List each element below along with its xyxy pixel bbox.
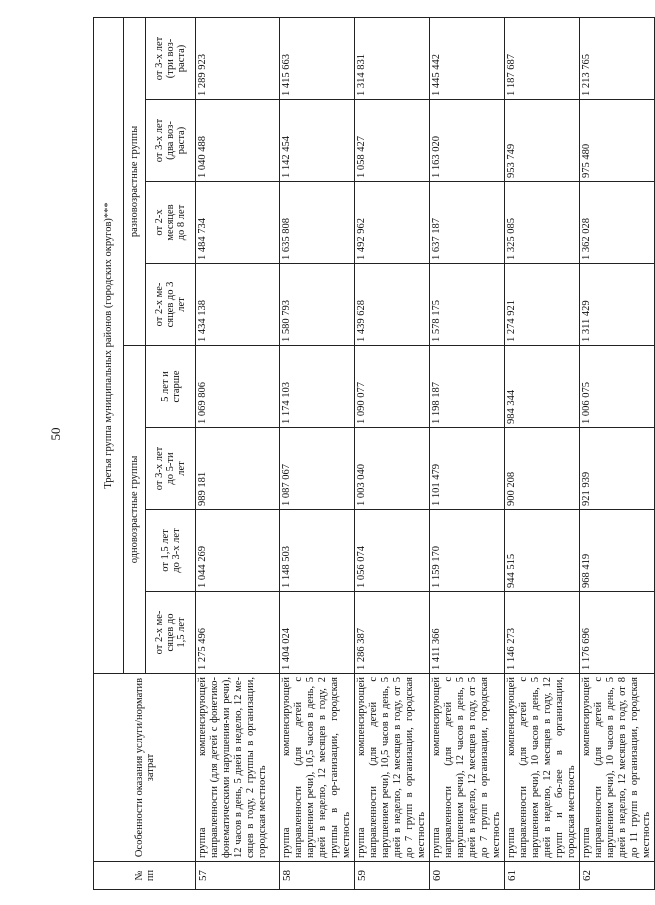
row-value-cell: 1 176 696 (580, 592, 655, 674)
row-value-cell: 1 213 765 (580, 17, 655, 99)
row-value-cell: 1 484 734 (196, 182, 280, 264)
row-number: 57 (196, 862, 280, 890)
row-value-cell: 1 275 496 (196, 592, 280, 674)
row-value-cell: 1 580 793 (280, 264, 355, 346)
row-value-cell: 1 142 454 (280, 100, 355, 182)
row-value-cell: 1 090 077 (355, 346, 430, 428)
row-value-cell: 975 480 (580, 100, 655, 182)
header-age-col-7: от 3-х лет (два воз- раста) (146, 100, 196, 182)
header-group-title: Третья группа муниципальных районов (городских округов)*** (94, 17, 124, 673)
row-value-cell: 1 040 488 (196, 100, 280, 182)
row-value-cell: 989 181 (196, 428, 280, 510)
row-value-cell: 1 174 103 (280, 346, 355, 428)
row-value-cell: 1 325 085 (505, 182, 580, 264)
table-row (505, 17, 580, 889)
header-number: № пп (94, 862, 196, 890)
row-value-cell: 944 515 (505, 510, 580, 592)
row-value-cell: 1 289 923 (196, 17, 280, 99)
row-value-cell: 1 404 024 (280, 592, 355, 674)
row-number: 58 (280, 862, 355, 890)
header-age-col-1: от 2-х ме- сяцев до 1,5 лет (146, 592, 196, 674)
row-value-cell: 1 635 808 (280, 182, 355, 264)
row-number: 60 (430, 862, 505, 890)
header-description: Особенности оказания услуги/норматив затрат (94, 674, 196, 862)
rotated-table-sheet (93, 18, 652, 890)
row-value-cell: 1 146 273 (505, 592, 580, 674)
row-value-cell: 1 056 074 (355, 510, 430, 592)
row-value-cell: 1 439 628 (355, 264, 430, 346)
row-value-cell: 1 274 921 (505, 264, 580, 346)
row-value-cell: 1 415 663 (280, 17, 355, 99)
row-value-cell: 1 492 962 (355, 182, 430, 264)
row-value-cell: 1 058 427 (355, 100, 430, 182)
row-value-cell: 1 445 442 (430, 17, 505, 99)
row-description: группа компенсирующей направленности (для детей с нарушением речи), 12 часов в день, 5 дней в неделю, 12 месяцев в году, от 5 до 7 групп в организации, городская местность (430, 674, 505, 862)
row-number: 61 (505, 862, 580, 890)
row-value-cell: 984 344 (505, 346, 580, 428)
row-description: группа компенсирующей направленности (для детей с нарушением речи), 10,5 часов в день, 5 дней в неделю, 12 месяцев в году, от 5 до 7 групп в организации, городская местность (355, 674, 430, 862)
row-description: группа компенсирующей направленности (для детей с нарушением речи), 10,5 часов в день, 5 дней в неделю, 12 месяцев в году, 2 группы в ор-ганизации, городская местность (280, 674, 355, 862)
row-value-cell: 1 314 831 (355, 17, 430, 99)
page-number: 50 (48, 427, 63, 441)
row-value-cell: 900 208 (505, 428, 580, 510)
row-value-cell: 1 163 020 (430, 100, 505, 182)
table-row (355, 17, 430, 889)
row-value-cell: 1 311 429 (580, 264, 655, 346)
row-value-cell: 968 419 (580, 510, 655, 592)
row-value-cell: 1 434 138 (196, 264, 280, 346)
header-age-col-8: от 3-х лет (три воз- раста) (146, 17, 196, 99)
table-row (280, 17, 355, 889)
header-single-age: одновозрастные группы (124, 346, 146, 674)
header-mixed-age: разновозрастные группы (124, 17, 146, 345)
row-number: 62 (580, 862, 655, 890)
row-description: группа компенсирующей направленности (для детей с фонетико-фонематическими нарушения-ми речи), 12 часов в день, 5 дней в неделю, 12 ме-сяцев в году, 2 группы в организации, городская местность (196, 674, 280, 862)
header-age-col-3: от 3-х лет до 5-ти лет (146, 428, 196, 510)
row-value-cell: 1 159 170 (430, 510, 505, 592)
table-row (196, 17, 280, 889)
header-age-col-6: от 2-х месяцев до 8 лет (146, 182, 196, 264)
table-row (430, 17, 505, 889)
row-value-cell: 1 044 269 (196, 510, 280, 592)
cost-norms-table (93, 17, 655, 890)
row-number: 59 (355, 862, 430, 890)
row-description: группа компенсирующей направленности (для детей с нарушением речи), 10 часов в день, 5 дней в неделю, 12 месяцев в году, от 8 до 11 групп в организации, городская местность (580, 674, 655, 862)
row-value-cell: 1 006 075 (580, 346, 655, 428)
row-value-cell: 1 101 479 (430, 428, 505, 510)
header-age-col-2: от 1,5 лет до 3-х лет (146, 510, 196, 592)
table-row (580, 17, 655, 889)
header-age-col-5: от 2-х ме- сяцев до 3 лет (146, 264, 196, 346)
row-description: группа компенсирующей направленности (для детей с нарушением речи), 10 часов в день, 5 дней в неделю, 12 месяцев в году, 12 групп и бо-лее в организации, городская местность (505, 674, 580, 862)
row-value-cell: 1 411 366 (430, 592, 505, 674)
row-value-cell: 1 187 687 (505, 17, 580, 99)
row-value-cell: 1 578 175 (430, 264, 505, 346)
row-value-cell: 1 198 187 (430, 346, 505, 428)
header-age-col-4: 5 лет и старше (146, 346, 196, 428)
row-value-cell: 1 069 806 (196, 346, 280, 428)
row-value-cell: 1 148 503 (280, 510, 355, 592)
row-value-cell: 1 637 187 (430, 182, 505, 264)
row-value-cell: 1 003 040 (355, 428, 430, 510)
row-value-cell: 1 362 028 (580, 182, 655, 264)
row-value-cell: 1 087 067 (280, 428, 355, 510)
row-value-cell: 921 939 (580, 428, 655, 510)
row-value-cell: 953 749 (505, 100, 580, 182)
row-value-cell: 1 286 387 (355, 592, 430, 674)
